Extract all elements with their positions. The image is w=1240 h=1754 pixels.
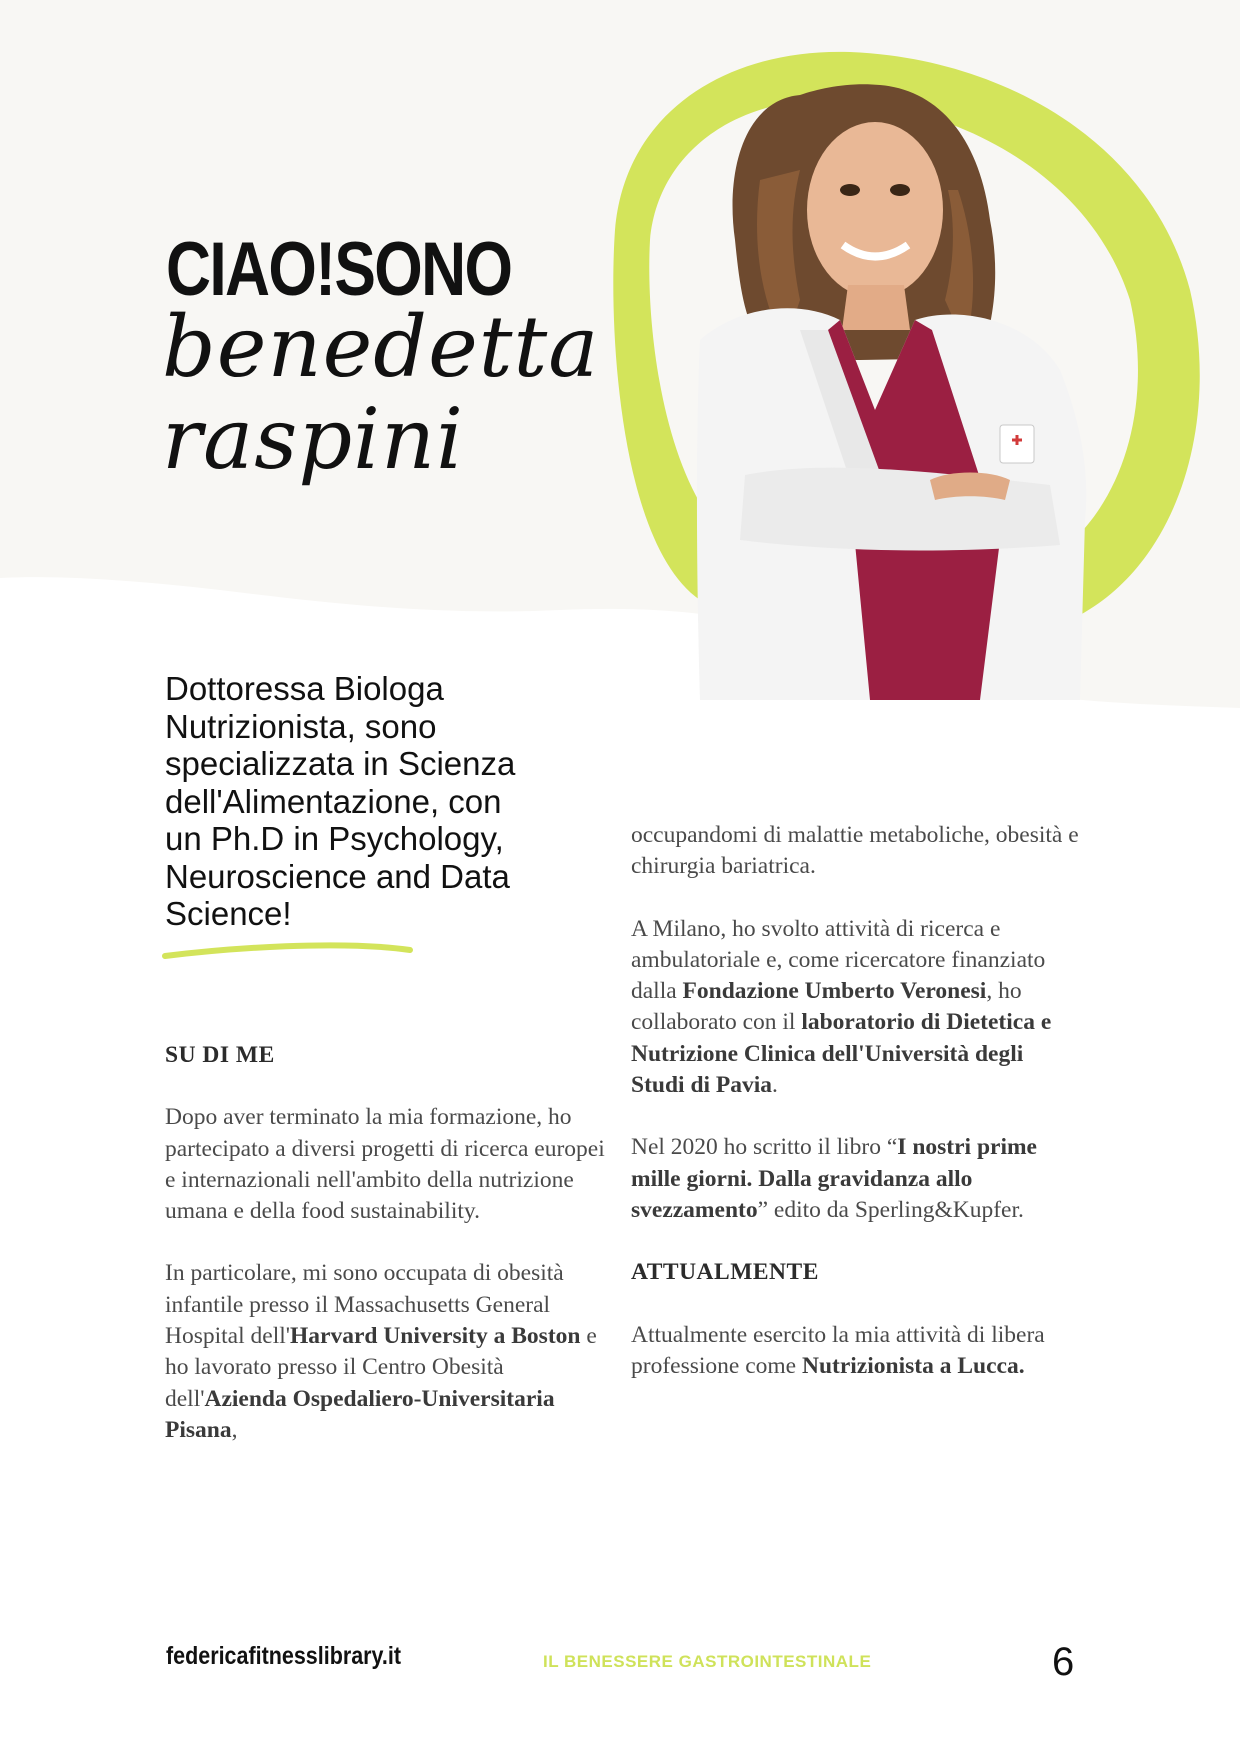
footer-document-title: IL BENESSERE GASTROINTESTINALE — [543, 1652, 872, 1671]
current-paragraph: Attualmente esercito la mia attività di libera professione come Nutrizionista a Lucca. — [631, 1321, 1045, 1379]
footer-website: federicafitnesslibrary.it — [166, 1642, 402, 1670]
career-column — [631, 820, 1081, 1413]
about-paragraph-1: Dopo aver terminato la mia formazione, ho partecipato a diversi progetti di ricerca europei e internazionali nell'ambito della nutrizione umana e della food sustainability. — [165, 1104, 605, 1225]
current-title: ATTUALMENTE — [631, 1259, 819, 1286]
intro-line: un Ph.D in Psychology, — [165, 820, 504, 857]
intro-underline — [165, 945, 410, 956]
heading-last-name: raspini — [162, 390, 464, 488]
intro-line: Science! — [165, 895, 292, 932]
career-paragraph-2: A Milano, ho svolto attività di ricerca e ambulatoriale e, come ricercatore finanziato dalla Fondazione Umberto Veronesi, ho collaborato con il laboratorio di Dietetica e Nutrizione Clinica dell'Università degli Studi di Pavia. — [631, 915, 1052, 1099]
intro-line: dell'Alimentazione, con — [165, 782, 502, 820]
intro-statement — [165, 670, 585, 933]
career-paragraph-1: occupandomi di malattie metaboliche, obesità e chirurgia bariatrica. — [631, 822, 1079, 880]
page-number: 6 — [1052, 1640, 1075, 1684]
intro-line: specializzata in Scienza — [165, 745, 516, 782]
heading-first-name: benedetta — [162, 298, 600, 396]
about-paragraph-2: In particolare, mi sono occupata di obesità infantile presso il Massachusetts General Hospital dell'Harvard University a Boston e ho lavorato presso il Centro Obesità dell'Azienda Ospedaliero-Universitaria Pisana, — [165, 1260, 597, 1443]
about-column — [165, 1040, 615, 1477]
book-paragraph: Nel 2020 ho scritto il libro “I nostri prime mille giorni. Dalla gravidanza allo svezzamento” edito da Sperling&Kupfer. — [631, 1134, 1037, 1223]
intro-line: Neuroscience and Data — [165, 857, 510, 895]
intro-line: Nutrizionista, sono — [165, 707, 437, 745]
about-title: SU DI ME — [165, 1042, 275, 1068]
intro-line: Dottoressa Biologa — [165, 670, 444, 707]
heading-hello: CIAO!SONO — [166, 227, 512, 312]
